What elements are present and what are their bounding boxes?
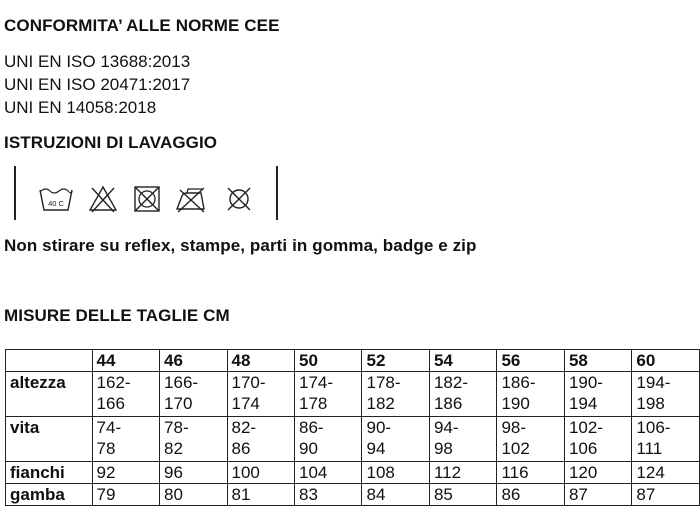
size-header: 44 — [92, 350, 159, 372]
cell: 87 — [564, 484, 631, 506]
cell: 83 — [295, 484, 362, 506]
cell: 174- 178 — [295, 372, 362, 417]
cell: 92 — [92, 462, 159, 484]
cell: 82- 86 — [227, 417, 294, 462]
cell: 106- 111 — [632, 417, 700, 462]
no-dry-clean-icon — [224, 184, 254, 214]
cell: 86 — [497, 484, 564, 506]
table-row — [6, 417, 700, 462]
cell: 104 — [295, 462, 362, 484]
no-tumble-dry-icon — [132, 184, 162, 214]
size-header: 54 — [429, 350, 496, 372]
cell: 94- 98 — [429, 417, 496, 462]
table-row — [6, 462, 700, 484]
cell: 84 — [362, 484, 429, 506]
care-symbols — [14, 166, 279, 220]
cell: 170- 174 — [227, 372, 294, 417]
ironing-note: Non stirare su reflex, stampe, parti in gomma, badge e zip — [4, 236, 477, 255]
table-row — [6, 484, 700, 506]
size-header: 48 — [227, 350, 294, 372]
washing-title: ISTRUZIONI DI LAVAGGIO — [4, 133, 218, 152]
cell: 162- 166 — [92, 372, 159, 417]
norms-list — [4, 50, 190, 119]
size-header: 50 — [295, 350, 362, 372]
cell: 80 — [160, 484, 227, 506]
sizes-title: MISURE DELLE TAGLIE CM — [4, 306, 230, 325]
cell: 74- 78 — [92, 417, 159, 462]
cell: 102- 106 — [564, 417, 631, 462]
row-label: fianchi — [6, 462, 93, 484]
cell: 96 — [160, 462, 227, 484]
cell: 166- 170 — [160, 372, 227, 417]
norm-item: UNI EN 14058:2018 — [4, 98, 157, 117]
cell: 182- 186 — [429, 372, 496, 417]
cell: 194- 198 — [632, 372, 700, 417]
cell: 112 — [429, 462, 496, 484]
wash-temp-label: 40 C — [48, 199, 64, 208]
size-table — [5, 349, 700, 506]
size-header: 52 — [362, 350, 429, 372]
size-header: 56 — [497, 350, 564, 372]
norm-item: UNI EN ISO 13688:2013 — [4, 52, 191, 71]
cell: 116 — [497, 462, 564, 484]
size-header-corner — [6, 350, 93, 372]
cell: 78- 82 — [160, 417, 227, 462]
no-bleach-icon — [88, 184, 118, 214]
norm-item: UNI EN ISO 20471:2017 — [4, 75, 191, 94]
cell: 81 — [227, 484, 294, 506]
cell: 79 — [92, 484, 159, 506]
cell: 87 — [632, 484, 700, 506]
size-header: 60 — [632, 350, 700, 372]
care-bar-right — [276, 166, 278, 220]
row-label: vita — [6, 417, 93, 462]
no-iron-icon — [174, 184, 208, 214]
cell: 86- 90 — [295, 417, 362, 462]
wash-40-icon — [38, 184, 74, 214]
cell: 100 — [227, 462, 294, 484]
care-bar-left — [14, 166, 16, 220]
size-header: 58 — [564, 350, 631, 372]
row-label: altezza — [6, 372, 93, 417]
table-row — [6, 372, 700, 417]
cell: 178- 182 — [362, 372, 429, 417]
size-header: 46 — [160, 350, 227, 372]
cell: 90- 94 — [362, 417, 429, 462]
conformity-title: CONFORMITA’ ALLE NORME CEE — [4, 16, 280, 35]
cell: 108 — [362, 462, 429, 484]
cell: 186- 190 — [497, 372, 564, 417]
size-header-row — [6, 350, 700, 372]
cell: 190- 194 — [564, 372, 631, 417]
cell: 98- 102 — [497, 417, 564, 462]
cell: 124 — [632, 462, 700, 484]
cell: 120 — [564, 462, 631, 484]
row-label: gamba — [6, 484, 93, 506]
cell: 85 — [429, 484, 496, 506]
